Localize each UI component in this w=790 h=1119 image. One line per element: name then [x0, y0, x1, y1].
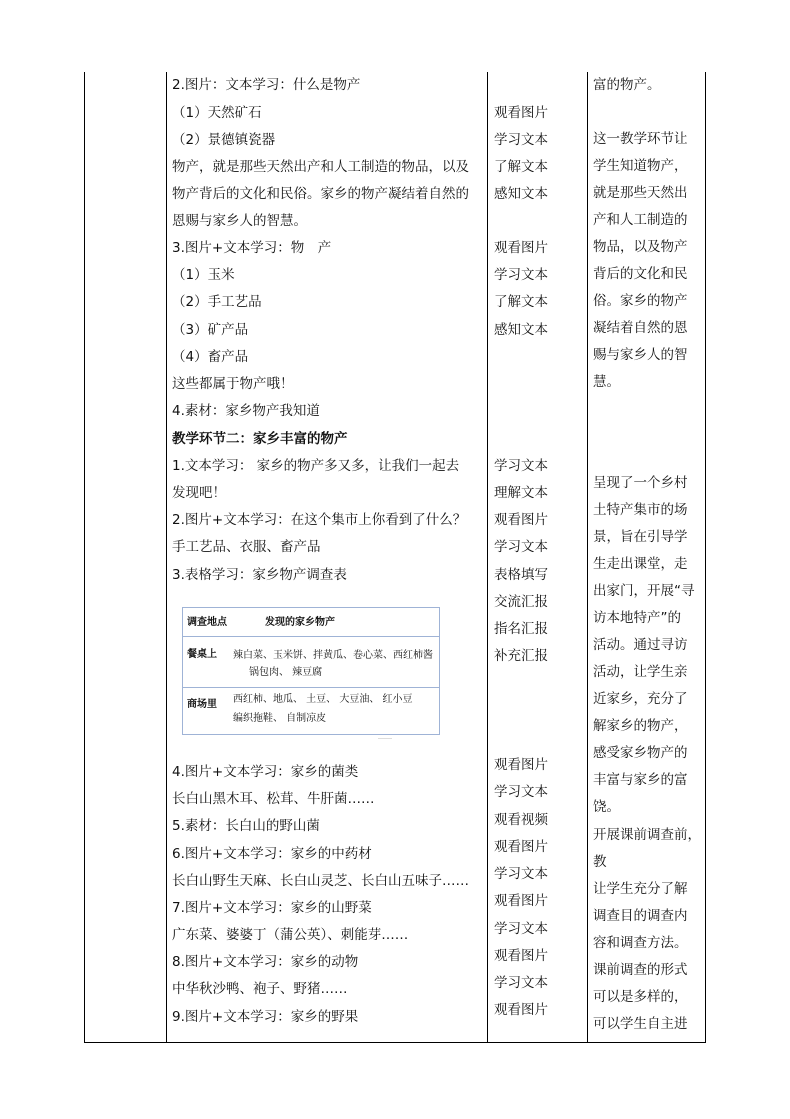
design-intent-line: 学生知道物产， — [593, 158, 688, 174]
design-intent-line: 解家乡的物产， — [593, 718, 688, 734]
activity-line: （2）手工艺品 — [172, 294, 262, 310]
activity-line: 8.图片+文本学习：家乡的动物 — [172, 954, 359, 970]
activity-line: 中华秋沙鸭、袍子、野猪…… — [172, 981, 348, 997]
survey-row2-line1: 西红柿、地瓜、 土豆、 大豆油、 红小豆 — [233, 694, 413, 705]
activity-line: 这些都属于物产哦！ — [172, 376, 294, 392]
activity-line: 2.图片+文本学习：在这个集市上你看到了什么？ — [172, 512, 467, 528]
design-intent-line: 丰富与家乡的富 — [593, 772, 688, 788]
design-intent-line: 容和调查方法。 — [593, 935, 688, 951]
design-intent-line: 活动。通过寻访 — [593, 637, 688, 653]
design-intent-line: 物品，以及物产 — [593, 239, 688, 255]
student-activity-line: 学习文本 — [494, 132, 548, 148]
design-intent-line: 教 — [593, 854, 607, 870]
student-activity-line: 学习文本 — [494, 921, 548, 937]
student-activity-line: 学习文本 — [494, 975, 548, 991]
activity-line: （3）矿产品 — [172, 322, 249, 338]
activity-line: 6.图片+文本学习：家乡的中药材 — [172, 846, 372, 862]
activity-line: 4.素材：家乡物产我知道 — [172, 403, 320, 419]
design-intent-line: 慧。 — [593, 374, 620, 390]
design-intent-line: 出家门，开展“寻 — [593, 583, 695, 599]
student-activity-line: 观看图片 — [494, 512, 548, 528]
design-intent-line: 呈现了一个乡村 — [593, 475, 688, 491]
activity-line: 2.图片：文本学习：什么是物产 — [172, 77, 361, 93]
design-intent-line: 饶。 — [593, 799, 620, 815]
design-intent-line: 产和人工制造的 — [593, 212, 688, 228]
table-divider-3 — [587, 72, 588, 1043]
student-activity-line: 学习文本 — [494, 458, 548, 474]
student-activity-line: 观看视频 — [494, 812, 548, 828]
activity-line: 教学环节二：家乡丰富的物产 — [172, 431, 348, 447]
student-activity-line: 学习文本 — [494, 784, 548, 800]
design-intent-line: 调查目的调查内 — [593, 908, 688, 924]
activity-line: 4.图片+文本学习：家乡的菌类 — [172, 764, 359, 780]
design-intent-line: 景，旨在引导学 — [593, 529, 688, 545]
student-activity-line: 观看图片 — [494, 105, 548, 121]
design-intent-line: 这一教学环节让 — [593, 131, 688, 147]
activity-line: 物产背后的文化和民俗。家乡的物产凝结着自然的 — [172, 186, 469, 202]
design-intent-line: 赐与家乡人的智 — [593, 347, 688, 363]
design-intent-line: 感受家乡物产的 — [593, 745, 688, 761]
survey-row-mall — [183, 688, 439, 733]
table-border-right — [705, 72, 706, 1043]
survey-row1-label: 餐桌上 — [187, 649, 217, 660]
student-activity-line: 观看图片 — [494, 948, 548, 964]
survey-row1-line2: 锅包肉、 辣豆腐 — [249, 667, 323, 678]
activity-line: 长白山黑木耳、松茸、牛肝菌…… — [172, 791, 375, 807]
student-activity-line: 表格填写 — [494, 567, 548, 583]
survey-row-table — [183, 637, 439, 688]
student-activity-line: 观看图片 — [494, 839, 548, 855]
table-border-bottom — [84, 1042, 706, 1043]
table-divider-2 — [487, 72, 488, 1043]
student-activity-line: 了解文本 — [494, 159, 548, 175]
student-activity-line: 观看图片 — [494, 893, 548, 909]
design-intent-line: 活动，让学生亲 — [593, 664, 688, 680]
student-activity-line: 学习文本 — [494, 539, 548, 555]
design-intent-line: 富的物产。 — [593, 77, 661, 93]
survey-header-found: 发现的家乡物产 — [265, 617, 335, 628]
survey-row2-line2: 编织拖鞋、 自制凉皮 — [233, 713, 327, 724]
student-activity-line: 观看图片 — [494, 757, 548, 773]
student-activity-line: 感知文本 — [494, 322, 548, 338]
activity-line: 恩赐与家乡人的智慧。 — [172, 213, 307, 229]
design-intent-line: 可以学生自主进 — [593, 1016, 688, 1032]
design-intent-line: 俗。家乡的物产 — [593, 293, 688, 309]
student-activity-line: 观看图片 — [494, 240, 548, 256]
activity-line: 长白山野生天麻、长白山灵芝、长白山五味子…… — [172, 873, 469, 889]
survey-row2-label: 商场里 — [187, 699, 217, 710]
survey-header-row — [183, 608, 439, 637]
activity-line: 1.文本学习： 家乡的物产多又多，让我们一起去 — [172, 458, 460, 474]
design-intent-line: 生走出课堂，走 — [593, 556, 688, 572]
student-activity-line: 观看图片 — [494, 1002, 548, 1018]
student-activity-line: 理解文本 — [494, 485, 548, 501]
activity-line: 3.表格学习：家乡物产调查表 — [172, 567, 347, 583]
survey-row1-line1: 辣白菜、玉米饼、拌黄瓜、卷心菜、西红柿酱 — [233, 650, 433, 661]
activity-line: 3.图片+文本学习：物 产 — [172, 240, 332, 256]
student-activity-line: 交流汇报 — [494, 594, 548, 610]
design-intent-line: 土特产集市的场 — [593, 502, 688, 518]
student-activity-line: 学习文本 — [494, 267, 548, 283]
activity-line: 发现吧！ — [172, 485, 226, 501]
activity-line: （1）天然矿石 — [172, 105, 262, 121]
design-intent-line: 凝结着自然的恩 — [593, 320, 688, 336]
student-activity-line: 学习文本 — [494, 866, 548, 882]
student-activity-line: 感知文本 — [494, 186, 548, 202]
design-intent-line: 让学生充分了解 — [593, 881, 688, 897]
student-activity-line: 补充汇报 — [494, 648, 548, 664]
survey-header-place: 调查地点 — [187, 617, 227, 628]
activity-line: （4）畜产品 — [172, 349, 249, 365]
design-intent-line: 课前调查的形式 — [593, 962, 688, 978]
table-divider-1 — [166, 72, 167, 1043]
design-intent-line: 背后的文化和民 — [593, 266, 688, 282]
activity-line: （2）景德镇瓷器 — [172, 132, 276, 148]
table-border-left — [84, 72, 85, 1043]
survey-table-image — [182, 607, 440, 735]
design-intent-line: 访本地特产”的 — [593, 610, 681, 626]
design-intent-line: 就是那些天然出 — [593, 185, 688, 201]
activity-line: （1）玉米 — [172, 267, 235, 283]
activity-line: 5.素材：长白山的野山菌 — [172, 818, 320, 834]
activity-line: 广东菜、婆婆丁（蒲公英）、刺能芽…… — [172, 927, 409, 943]
design-intent-line: 近家乡，充分了 — [593, 691, 688, 707]
design-intent-line: 可以是多样的， — [593, 989, 688, 1005]
design-intent-line: 开展课前调查前， — [593, 827, 701, 843]
student-activity-line: 指名汇报 — [494, 621, 548, 637]
activity-line: 手工艺品、衣服、畜产品 — [172, 539, 321, 555]
activity-line: 9.图片+文本学习：家乡的野果 — [172, 1009, 359, 1025]
activity-line: 物产，就是那些天然出产和人工制造的物品，以及 — [172, 159, 469, 175]
activity-line: 7.图片+文本学习：家乡的山野菜 — [172, 900, 372, 916]
student-activity-line: 了解文本 — [494, 294, 548, 310]
image-artifact — [378, 738, 392, 739]
